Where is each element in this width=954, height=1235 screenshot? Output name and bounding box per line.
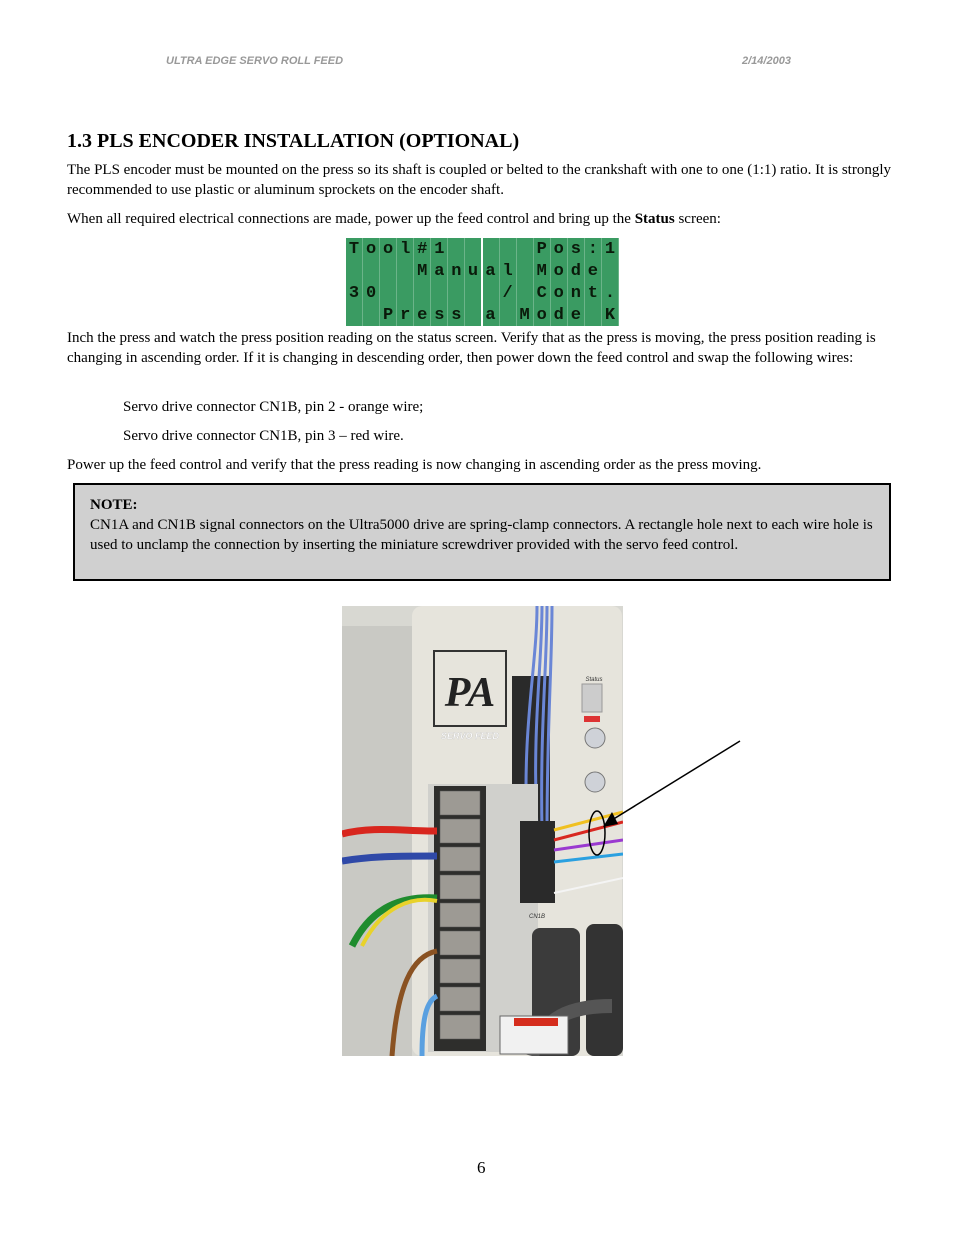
lcd-char: C bbox=[534, 282, 551, 304]
note-box bbox=[73, 483, 891, 581]
lcd-char: e bbox=[585, 260, 602, 282]
wire-instruction-red: Servo drive connector CN1B, pin 3 – red wire. bbox=[123, 428, 404, 444]
running-header-title: ULTRA EDGE SERVO ROLL FEED bbox=[166, 55, 344, 67]
lcd-char: u bbox=[465, 260, 482, 282]
lcd-char: e bbox=[568, 304, 585, 326]
lcd-char: P bbox=[380, 304, 397, 326]
lcd-char: M bbox=[517, 304, 534, 326]
lcd-char: K bbox=[602, 304, 619, 326]
wire-instruction-orange: Servo drive connector CN1B, pin 2 - orange wire; bbox=[123, 399, 424, 415]
lcd-char: # bbox=[414, 238, 431, 260]
lcd-char bbox=[448, 238, 465, 260]
lcd-char bbox=[397, 260, 414, 282]
lcd-char bbox=[380, 282, 397, 304]
lcd-char bbox=[431, 282, 448, 304]
pa-logo: PA bbox=[444, 670, 496, 716]
lcd-char: a bbox=[483, 304, 500, 326]
lcd-char: d bbox=[551, 304, 568, 326]
lcd-char: o bbox=[551, 238, 568, 260]
servo-drive-photo bbox=[342, 606, 623, 1056]
lcd-char: s bbox=[448, 304, 465, 326]
paragraph-mounting: The PLS encoder must be mounted on the press so its shaft is coupled or belted to the crankshaft with one to one (1:1) ratio. It is strongly recommended to use plastic or aluminum sprockets on the encoder shaft. bbox=[67, 162, 892, 198]
lcd-char: : bbox=[585, 238, 602, 260]
lcd-char: . bbox=[602, 282, 619, 304]
lcd-char: d bbox=[568, 260, 585, 282]
svg-text:CN1B: CN1B bbox=[528, 914, 546, 920]
lcd-char: o bbox=[380, 238, 397, 260]
paragraph-status-intro bbox=[67, 209, 897, 229]
lcd-char: s bbox=[568, 238, 585, 260]
lcd-char bbox=[380, 260, 397, 282]
status-bold-word: Status bbox=[634, 211, 675, 227]
pointer-arrow-line bbox=[612, 741, 740, 820]
lcd-char: o bbox=[551, 260, 568, 282]
lcd-char bbox=[602, 260, 619, 282]
lcd-char bbox=[346, 260, 363, 282]
lcd-char bbox=[483, 238, 500, 260]
lcd-char: o bbox=[551, 282, 568, 304]
lcd-char: 1 bbox=[431, 238, 448, 260]
lcd-char: T bbox=[346, 238, 363, 260]
status-intro-text: When all required electrical connections are made, power up the feed control and bring up the bbox=[67, 211, 635, 227]
lcd-char: t bbox=[585, 282, 602, 304]
lcd-char: e bbox=[414, 304, 431, 326]
lcd-char bbox=[483, 282, 500, 304]
lcd-char: M bbox=[414, 260, 431, 282]
lcd-char: 1 bbox=[602, 238, 619, 260]
lcd-char: / bbox=[500, 282, 517, 304]
lcd-char: a bbox=[431, 260, 448, 282]
running-header-date: 2/14/2003 bbox=[742, 55, 791, 67]
note-label: NOTE: bbox=[90, 497, 138, 513]
lcd-char bbox=[517, 260, 534, 282]
lcd-char: r bbox=[397, 304, 414, 326]
lcd-char: 0 bbox=[363, 282, 380, 304]
lcd-char bbox=[465, 304, 482, 326]
lcd-char: a bbox=[483, 260, 500, 282]
status-intro-suffix: screen: bbox=[674, 211, 721, 227]
status-lcd-screen bbox=[346, 238, 619, 326]
note-text: CN1A and CN1B signal connectors on the Ultra5000 drive are spring-clamp connectors. A rectangle hole next to each wire hole is used to unclamp the connection by inserting the miniature screwdriver provided with the servo feed control. bbox=[90, 517, 873, 553]
lcd-char: P bbox=[534, 238, 551, 260]
lcd-char: o bbox=[534, 304, 551, 326]
lcd-char bbox=[448, 282, 465, 304]
lcd-char: l bbox=[500, 260, 517, 282]
lcd-char: n bbox=[448, 260, 465, 282]
lcd-char bbox=[500, 304, 517, 326]
lcd-char bbox=[465, 282, 482, 304]
lcd-char bbox=[363, 260, 380, 282]
section-heading: 1.3 PLS ENCODER INSTALLATION (OPTIONAL) bbox=[67, 130, 520, 152]
lcd-char: l bbox=[397, 238, 414, 260]
lcd-char: M bbox=[534, 260, 551, 282]
lcd-char bbox=[346, 304, 363, 326]
svg-text:SERVO FEED: SERVO FEED bbox=[440, 731, 500, 741]
lcd-char bbox=[397, 282, 414, 304]
svg-text:Status: Status bbox=[585, 677, 603, 683]
lcd-char bbox=[500, 238, 517, 260]
lcd-char: 3 bbox=[346, 282, 363, 304]
lcd-char: o bbox=[363, 238, 380, 260]
lcd-char bbox=[465, 238, 482, 260]
paragraph-inch-press: Inch the press and watch the press position reading on the status screen. Verify that as the press is moving, the press position reading is changing in ascending order. If it is changing in descending order, then power down the feed control and swap the following wires: bbox=[67, 330, 876, 366]
lcd-char: n bbox=[568, 282, 585, 304]
lcd-char bbox=[363, 304, 380, 326]
paragraph-verify: Power up the feed control and verify that the press reading is now changing in ascending order as the press moving. bbox=[67, 457, 762, 473]
lcd-char bbox=[414, 282, 431, 304]
lcd-char bbox=[517, 238, 534, 260]
lcd-char: s bbox=[431, 304, 448, 326]
lcd-char bbox=[585, 304, 602, 326]
lcd-char bbox=[517, 282, 534, 304]
page-number: 6 bbox=[477, 1158, 486, 1177]
